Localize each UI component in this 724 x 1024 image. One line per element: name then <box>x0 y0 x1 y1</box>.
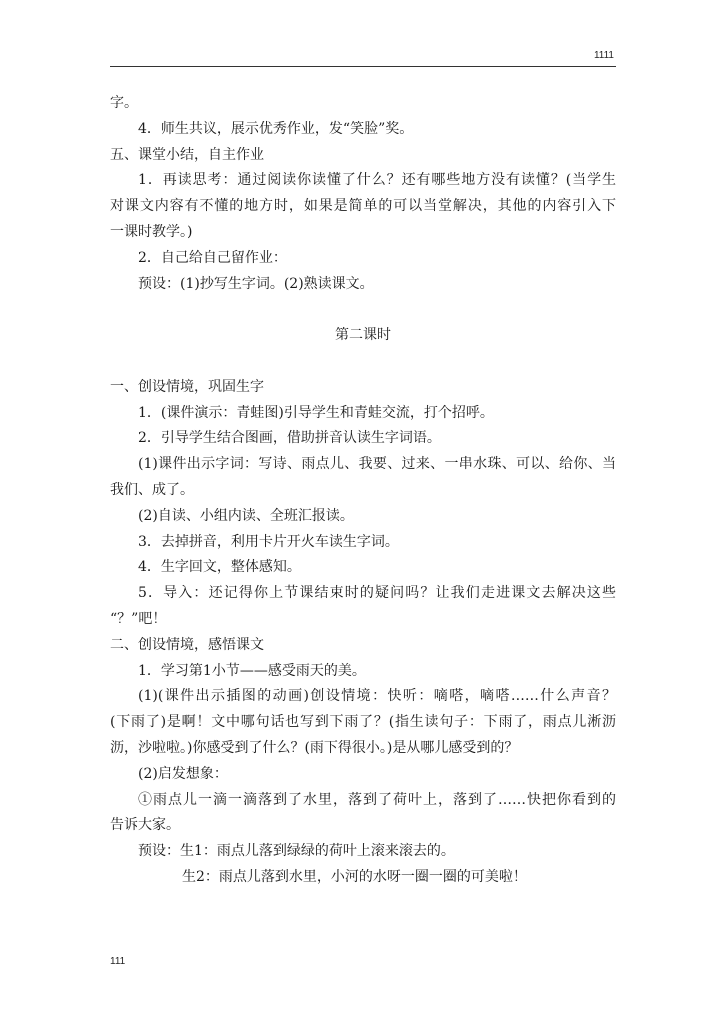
text-line: 我们、成了。 <box>110 481 194 498</box>
text-line: 预设：生1：雨点儿落到绿绿的荷叶上滚来滚去的。 <box>138 843 455 860</box>
text-line: 一课时教学。) <box>110 223 193 240</box>
text-line: (1)(课件出示插图的动画)创设情境：快听：嘀嗒，嘀嗒……什么声音？ <box>138 688 616 705</box>
text-line: 5．导入：还记得你上节课结束时的疑问吗？让我们走进课文去解决这些 <box>138 585 616 602</box>
text-line: (2)启发想象： <box>138 765 228 782</box>
section-heading: 五、课堂小结，自主作业 <box>110 146 264 163</box>
text-line: 预设：(1)抄写生字词。(2)熟读课文。 <box>138 275 374 292</box>
text-line: 对课文内容有不懂的地方时，如果是简单的可以当堂解决，其他的内容引入下 <box>110 198 616 215</box>
text-line: 1．再读思考：通过阅读你读懂了什么？还有哪些地方没有读懂？(当学生 <box>138 172 616 189</box>
text-line: (1)课件出示字词：写诗、雨点儿、我要、过来、一串水珠、可以、给你、当 <box>138 456 616 473</box>
text-line: “？”吧！ <box>110 610 167 627</box>
text-line: 4．生字回文，整体感知。 <box>138 559 301 576</box>
text-line: 3．去掉拼音，利用卡片开火车读生字词。 <box>138 533 399 550</box>
text-line: 2．自己给自己留作业： <box>138 249 287 266</box>
text-line: 1．学习第1小节——感受雨天的美。 <box>138 662 366 679</box>
text-line: 字。 <box>110 95 138 111</box>
text-line: (2)自读、小组内读、全班汇报读。 <box>138 507 354 524</box>
text-line: ①雨点儿一滴一滴落到了水里，落到了荷叶上，落到了……快把你看到的 <box>138 791 616 808</box>
section-heading: 一、创设情境，巩固生字 <box>110 378 264 395</box>
text-line: 4．师生共议，展示优秀作业，发“笑脸”奖。 <box>138 120 414 137</box>
spacer <box>110 349 616 375</box>
header-page-number: 1111 <box>593 50 614 61</box>
document-body <box>110 91 616 891</box>
text-line: 沥，沙啦啦。)你感受到了什么？(雨下得很小。)是从哪儿感受到的？ <box>110 739 519 756</box>
lesson-title: 第二课时 <box>335 327 391 344</box>
text-line: 生2：雨点儿落到水里，小河的水呀一圈一圈的可美啦！ <box>182 868 527 885</box>
text-line: 2．引导学生结合图画，借助拼音认读生字词语。 <box>138 430 441 447</box>
text-line: (下雨了)是啊！文中哪句话也写到下雨了？(指生读句子：下雨了，雨点儿淅沥 <box>110 714 616 731</box>
text-line: 1．(课件演示：青蛙图)引导学生和青蛙交流，打个招呼。 <box>138 404 494 421</box>
text-line: 告诉大家。 <box>110 817 180 834</box>
header-divider <box>110 66 616 67</box>
spacer <box>110 297 616 323</box>
footer-page-number: 111 <box>110 956 126 967</box>
section-heading: 二、创设情境，感悟课文 <box>110 636 264 653</box>
